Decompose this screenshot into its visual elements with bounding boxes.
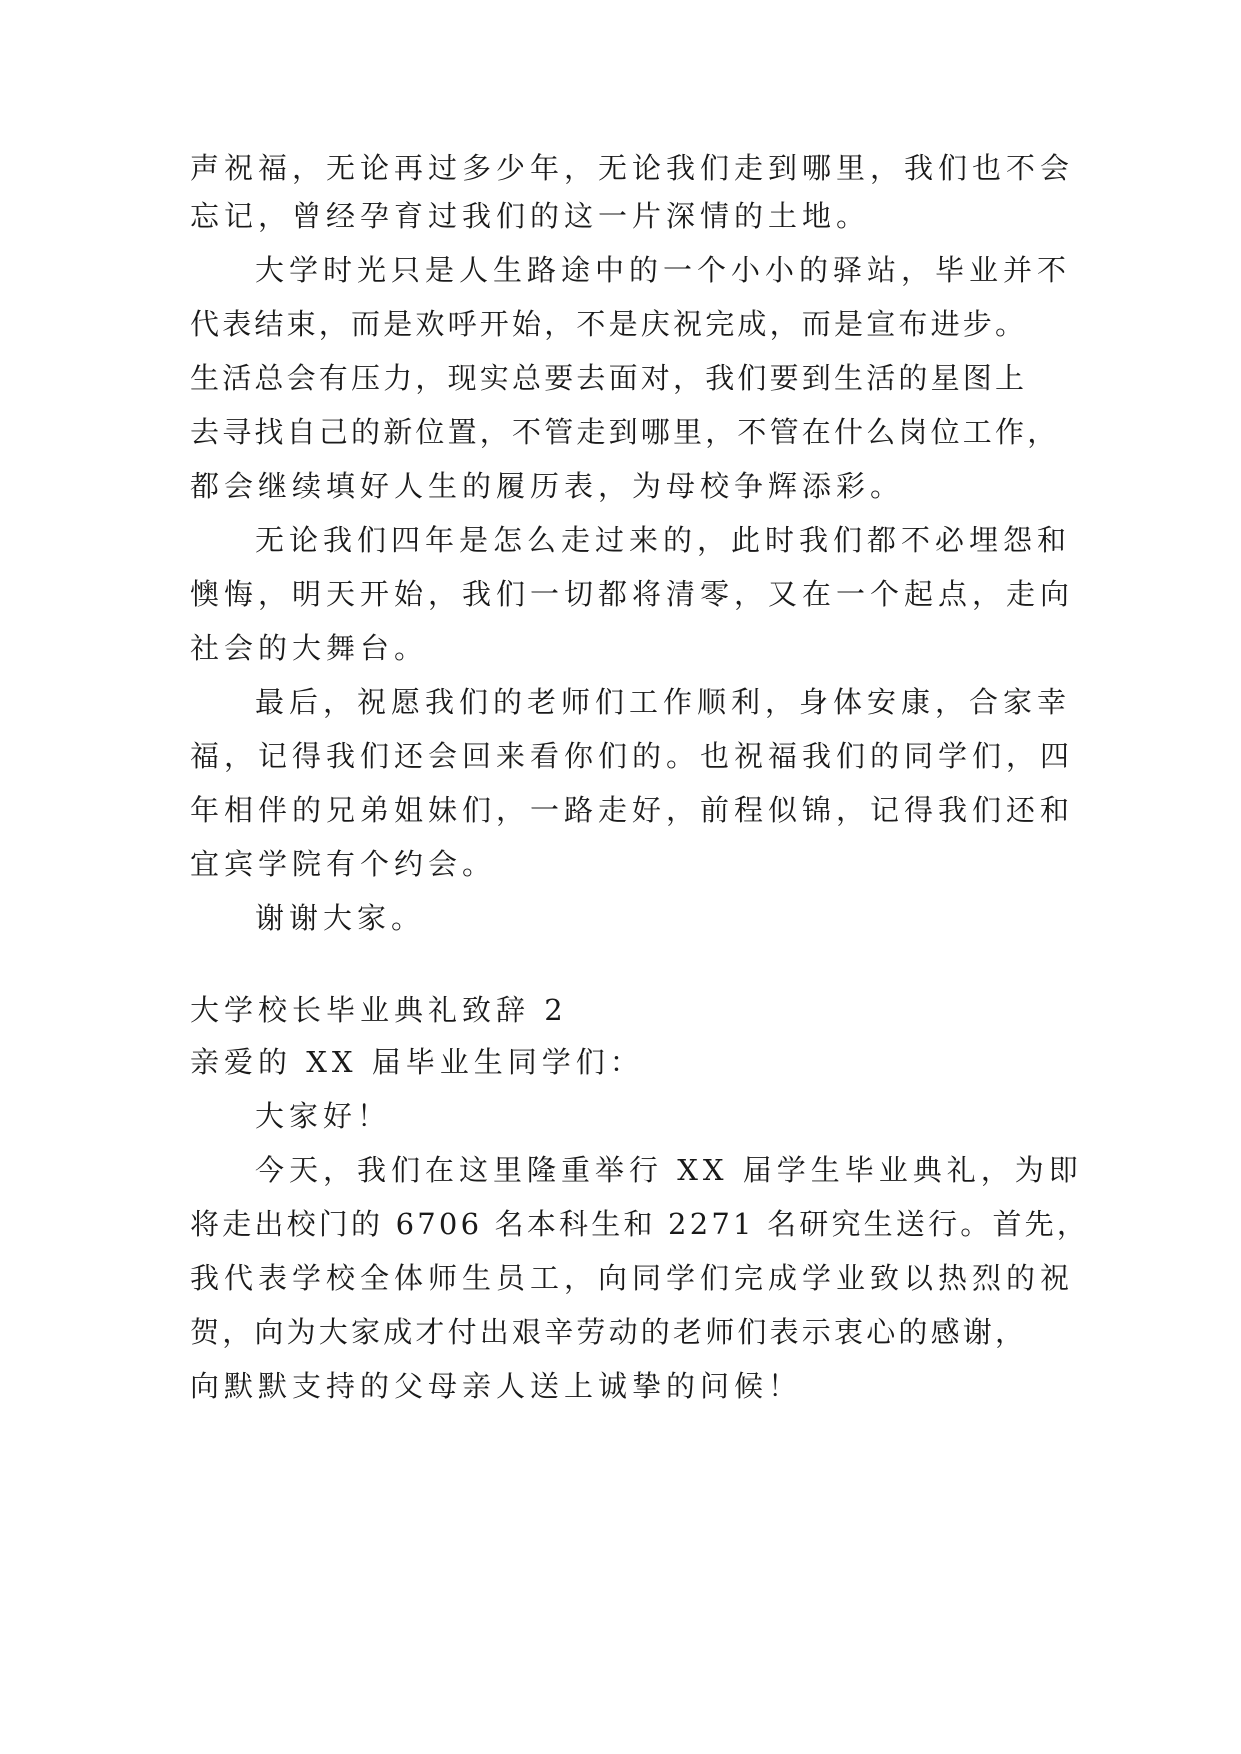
paragraph-line: 年相伴的兄弟姐妹们，一路走好，前程似锦，记得我们还和	[190, 793, 1075, 827]
paragraph-line: 谢谢大家。	[255, 901, 426, 935]
greeting: 大家好！	[255, 1099, 392, 1133]
paragraph-line: 都会继续填好人生的履历表，为母校争辉添彩。	[190, 469, 905, 503]
paragraph-line: 今天，我们在这里隆重举行 XX 届学生毕业典礼，为即	[255, 1153, 1083, 1187]
paragraph-line: 生活总会有压力，现实总要去面对，我们要到生活的星图上	[190, 361, 1028, 395]
paragraph-line: 无论我们四年是怎么走过来的，此时我们都不必埋怨和	[255, 523, 1072, 557]
paragraph-line: 我代表学校全体师生员工，向同学们完成学业致以热烈的祝	[190, 1261, 1075, 1295]
paragraph-line: 宜宾学院有个约会。	[190, 847, 497, 881]
paragraph-line: 忘记，曾经孕育过我们的这一片深情的土地。	[190, 199, 871, 233]
paragraph-line: 向默默支持的父母亲人送上诚挚的问候！	[190, 1369, 803, 1403]
paragraph-line: 懊悔，明天开始，我们一切都将清零，又在一个起点，走向	[190, 577, 1075, 611]
paragraph-line: 贺，向为大家成才付出艰辛劳动的老师们表示衷心的感谢，	[190, 1315, 1028, 1349]
salutation: 亲爱的 XX 届毕业生同学们：	[190, 1045, 644, 1079]
paragraph-line: 最后，祝愿我们的老师们工作顺利，身体安康，合家幸	[255, 685, 1072, 719]
paragraph-line: 社会的大舞台。	[190, 631, 429, 665]
paragraph-line: 福，记得我们还会回来看你们的。也祝福我们的同学们，四	[190, 739, 1075, 773]
paragraph-line: 将走出校门的 6706 名本科生和 2271 名研究生送行。首先，	[190, 1207, 1090, 1241]
paragraph-line: 代表结束，而是欢呼开始，不是庆祝完成，而是宣布进步。	[190, 307, 1028, 341]
paragraph-line: 声祝福，无论再过多少年，无论我们走到哪里，我们也不会	[190, 151, 1075, 185]
paragraph-line: 去寻找自己的新位置，不管走到哪里，不管在什么岗位工作，	[190, 415, 1060, 449]
section-title: 大学校长毕业典礼致辞 2	[190, 993, 568, 1027]
paragraph-line: 大学时光只是人生路途中的一个小小的驿站，毕业并不	[255, 253, 1072, 287]
